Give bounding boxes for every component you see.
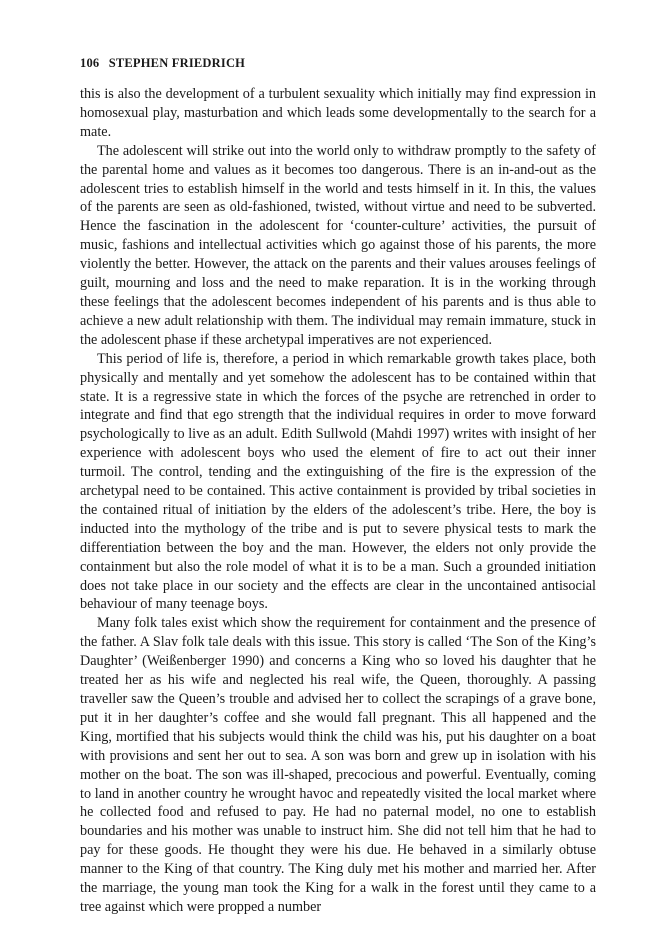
paragraph-1: this is also the development of a turbulent sexuality which initially may find expression in homosexual play, masturbation and which leads some developmentally to the search for a mate.: [80, 86, 596, 140]
body-text: [80, 85, 596, 917]
page-number: 106: [80, 56, 100, 70]
running-head: [80, 56, 596, 71]
paragraph-4: Many folk tales exist which show the requirement for containment and the presence of the father. A Slav folk tale deals with this issue. This story is called ‘The Son of the King’s Daughter’ (Weißenberger 1990) and concerns a King who so loved his daughter that he treated her as his wife and neglected his real wife, the Queen, thoroughly. A passing traveller saw the Queen’s trouble and advised her to collect the scrapings of a grave bone, put it in her daughter’s coffee and she would fall pregnant. This all happened and the King, mortified that his subjects would think the child was his, put his daughter on a boat with provisions and sent her out to sea. A son was born and grew up in isolation with his mother on the boat. The son was ill-shaped, precocious and powerful. Eventually, coming to land in another country he wrought havoc and repeatedly visited the local market where he collected food and refused to pay. He had no paternal model, no one to establish boundaries and his mother was unable to instruct him. She did not tell him that he had to pay for these goods. He thought they were his due. He behaved in a similarly obtuse manner to the King of that country. The King duly met his mother and married her. After the marriage, the young man took the King for a walk in the forest until they came to a tree against which were propped a number: [80, 615, 596, 915]
paragraph-3: This period of life is, therefore, a period in which remarkable growth takes place, both physically and mentally and yet somehow the adolescent has to be contained within that state. It is a regressive state in which the forces of the psyche are retrenched in order to integrate and find that ego strength that the individual requires in order to move forward psychologically to live as an adult. Edith Sullwold (Mahdi 1997) writes with insight of her experience with adolescent boys who used the element of fire to act out their inner turmoil. The control, tending and the extinguishing of the fire is the expression of the archetypal need to be contained. This active containment is provided by tribal societies in the contained ritual of initiation by the elders of the adolescent’s tribe. Here, the boy is inducted into the mythology of the tribe and is put to severe physical tests to mark the differentiation between the boy and the man. However, the elders not only provide the containment but also the role model of what it is to be a man. Such a grounded initiation does not take place in our society and the effects are clear in the uncontained antisocial behaviour of many teenage boys.: [80, 350, 596, 613]
book-page: [80, 56, 596, 917]
running-title: STEPHEN FRIEDRICH: [108, 56, 246, 70]
paragraph-2: The adolescent will strike out into the world only to withdraw promptly to the safety of the parental home and values as it becomes too dangerous. There is an in-and-out as the adolescent tries to establish himself in the world and tests himself in it. In this, the values of the parents are seen as old-fashioned, twisted, without virtue and need to be subverted. Hence the fascination in the adolescent for ‘counter-culture’ activities, the pursuit of music, fashions and intellectual activities which go against those of his parents, the more violently the better. However, the attack on the parents and their values arouses feelings of guilt, mourning and loss and the need to make reparation. It is in the working through these feelings that the adolescent becomes independent of his parents and is thus able to achieve a new adult relationship with them. The individual may remain immature, stuck in the adolescent phase if these archetypal imperatives are not experienced.: [80, 142, 596, 348]
